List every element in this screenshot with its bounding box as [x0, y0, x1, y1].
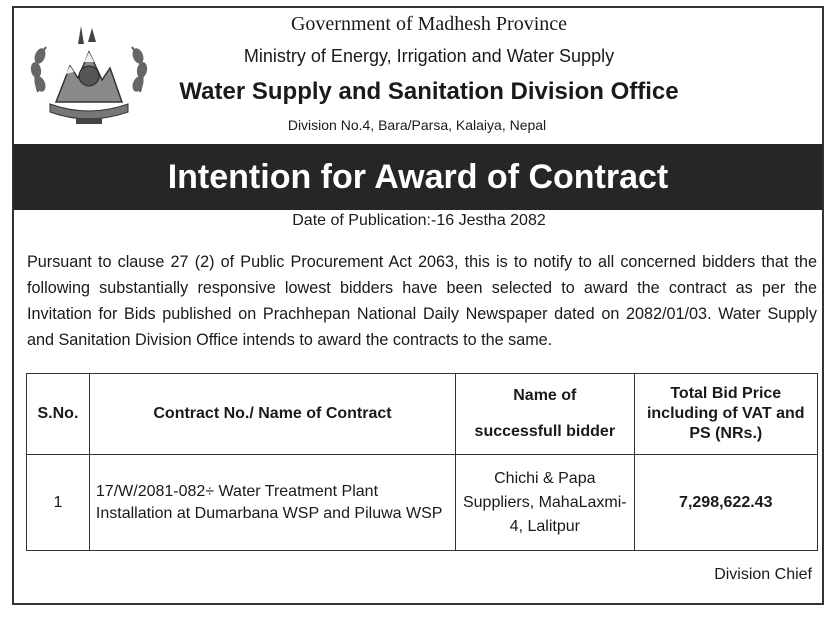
publication-date: Date of Publication:-16 Jestha 2082 [292, 212, 546, 229]
row-bidder: Chichi & Papa Suppliers, MahaLaxmi-4, Lalitpur [456, 455, 634, 551]
office-name: Water Supply and Sanitation Division Office [179, 78, 679, 105]
signatory: Division Chief [714, 566, 812, 583]
header-bidder [456, 374, 634, 455]
notice-body: Pursuant to clause 27 (2) of Public Procurement Act 2063, this is to notify to all concerned bidders that the following substantially responsive lowest bidders have been selected to award the contract as per the Invitation for Bids published on Prachhepan National Daily Newspaper dated on 2082/01/03. Water Supply and Sanitation Division Office intends to award the contracts to the same. [27, 253, 817, 349]
notice-title: Intention for Award of Contract [13, 144, 823, 210]
header-sn: S.No. [27, 374, 90, 455]
header-bidder-line1: Name of [513, 387, 577, 404]
table-header-row [27, 374, 818, 455]
header-bidder-line2: successfull bidder [474, 423, 616, 440]
header-contract: Contract No./ Name of Contract [89, 374, 455, 455]
office-address: Division No.4, Bara/Parsa, Kalaiya, Nepal [287, 117, 547, 133]
ministry-name: Ministry of Energy, Irrigation and Water Supply [243, 46, 615, 66]
header-price-label: Total Bid Price including of VAT and PS (NRs.) [646, 385, 805, 442]
row-price: 7,298,622.43 [634, 455, 817, 551]
row-sn: 1 [27, 455, 90, 551]
header-price [634, 374, 817, 455]
row-contract: 17/W/2081-082÷ Water Treatment Plant Installation at Dumarbana WSP and Piluwa WSP [89, 455, 455, 551]
award-table [26, 373, 818, 551]
table-row [27, 455, 818, 551]
government-name: Government of Madhesh Province [290, 13, 568, 35]
government-emblem-icon [26, 22, 152, 132]
